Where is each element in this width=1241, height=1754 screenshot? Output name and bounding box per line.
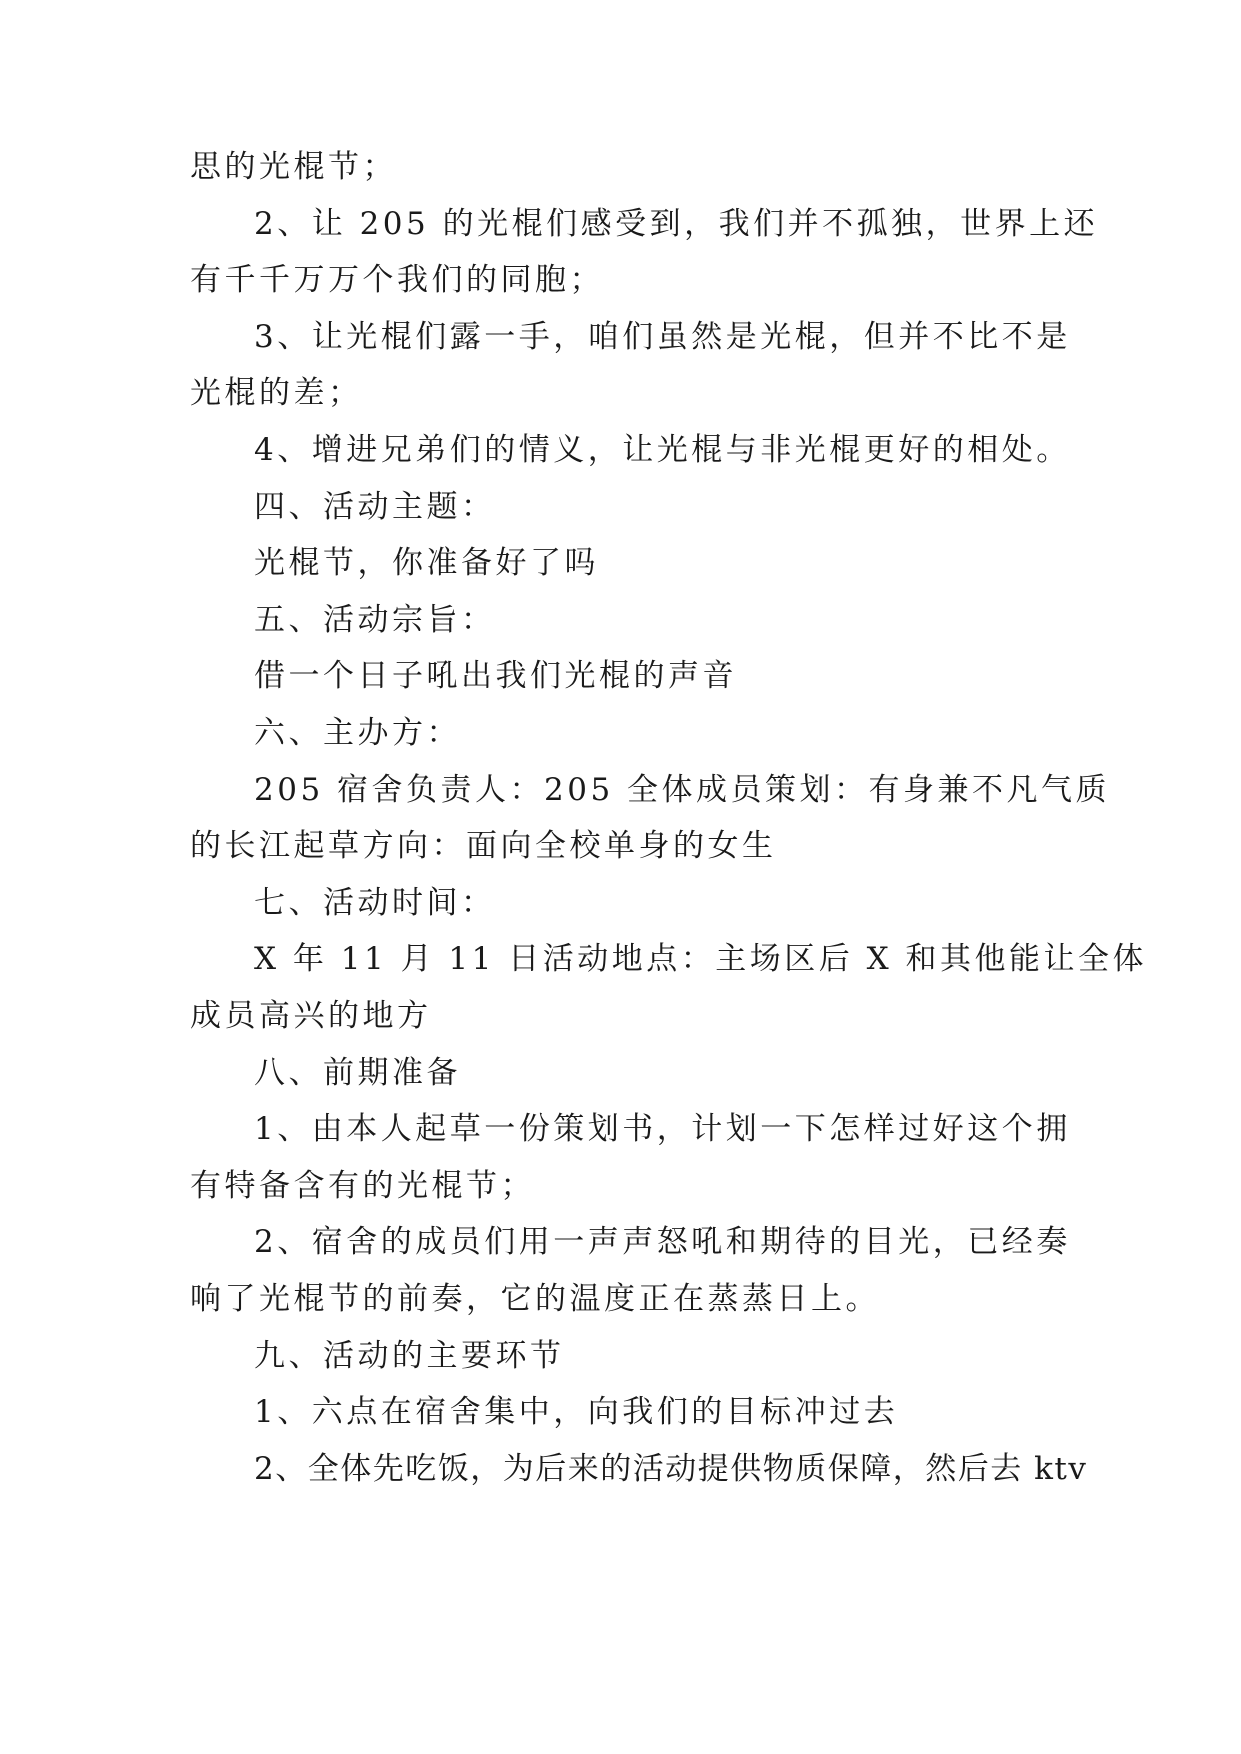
text-line: 成员高兴的地方 [190,998,432,1034]
text-line: X 年 11 月 11 日活动地点：主场区后 X 和其他能让全体 [254,941,1148,977]
section-heading: 四、活动主题： [254,489,496,525]
text-line: 思的光棍节； [190,149,397,185]
text-line: 3、让光棍们露一手，咱们虽然是光棍，但并不比不是 [254,319,1071,355]
text-line: 205 宿舍负责人：205 全体成员策划：有身兼不凡气质 [254,772,1111,808]
text-line: 1、由本人起草一份策划书，计划一下怎样过好这个拥 [254,1111,1071,1147]
text-line: 光棍节，你准备好了吗 [254,545,599,581]
section-heading: 五、活动宗旨： [254,602,496,638]
section-heading: 七、活动时间： [254,885,496,921]
text-line: 光棍的差； [190,375,363,411]
section-heading: 九、活动的主要环节 [254,1338,565,1374]
text-line: 4、增进兄弟们的情义，让光棍与非光棍更好的相处。 [254,432,1071,468]
section-heading: 八、前期准备 [254,1055,461,1091]
text-line: 借一个日子吼出我们光棍的声音 [254,658,737,694]
text-line: 1、六点在宿舍集中，向我们的目标冲过去 [254,1394,899,1430]
text-line: 有千千万万个我们的同胞； [190,262,604,298]
text-line: 2、全体先吃饭，为后来的活动提供物质保障，然后去 ktv [254,1451,1088,1487]
text-line: 有特备含有的光棍节； [190,1168,535,1204]
text-line: 2、让 205 的光棍们感受到，我们并不孤独，世界上还 [254,206,1099,242]
text-line: 响了光棍节的前奏，它的温度正在蒸蒸日上。 [190,1281,880,1317]
section-heading: 六、主办方： [254,715,461,751]
text-line: 的长江起草方向：面向全校单身的女生 [190,828,777,864]
text-line: 2、宿舍的成员们用一声声怒吼和期待的目光，已经奏 [254,1224,1071,1260]
